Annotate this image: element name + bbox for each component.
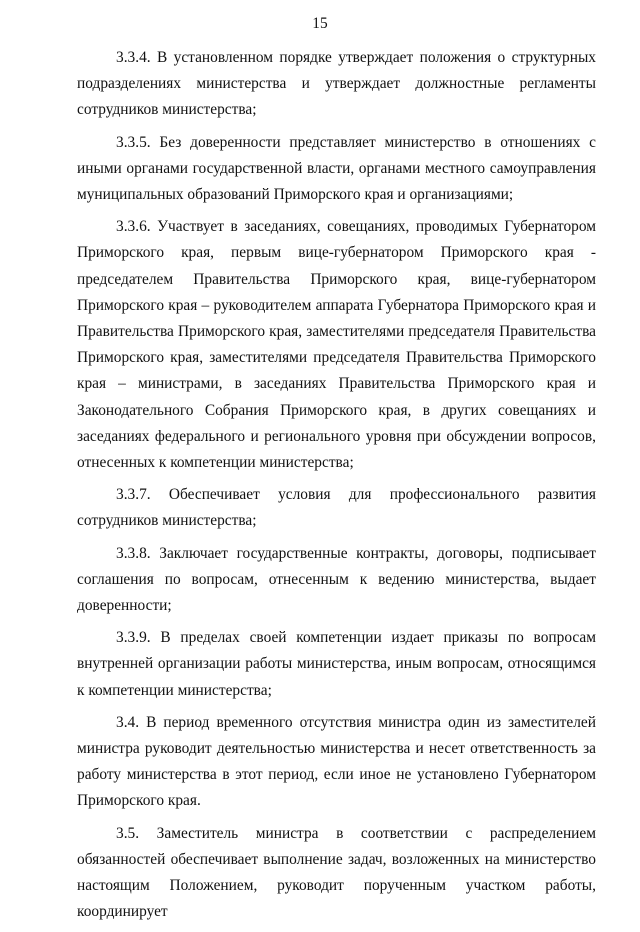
paragraph-3-3-5: 3.3.5. Без доверенности представляет министерство в отношениях с иными органами государственной власти, органами местного самоуправления муниципальных образований Приморского края и организациями; [77,133,596,204]
paragraph-3-4: 3.4. В период временного отсутствия министра один из заместителей министра руководит деятельностью министерства и несет ответственность за работу министерства в этот период, если иное не установлено Губернатором Приморского края. [77,713,596,810]
page-number: 15 [312,15,328,32]
document-body [77,45,596,932]
paragraph-3-3-6: 3.3.6. Участвует в заседаниях, совещаниях, проводимых Губернатором Приморского края, первым вице-губернатором Приморского края - председателем Правительства Приморского края, вице-губернатором Приморского края – руководителем аппарата Губернатора Приморского края и Правительства Приморского края, заместителями председателя Правительства Приморского края, заместителями председателя Правительства Приморского края – министрами, в заседаниях Правительства Приморского края и Законодательного Собрания Приморского края, в других совещаниях и заседаниях федерального и регионального уровня при обсуждении вопросов, отнесенных к компетенции министерства; [77,218,596,472]
paragraph-3-3-4: 3.3.4. В установленном порядке утверждает положения о структурных подразделениях министерства и утверждает должностные регламенты сотрудников министерства; [77,49,596,119]
paragraph-3-3-7: 3.3.7. Обеспечивает условия для профессионального развития сотрудников министерства; [77,486,596,530]
paragraph-3-3-8: 3.3.8. Заключает государственные контракты, договоры, подписывает соглашения по вопросам, отнесенным к ведению министерства, выдает доверенности; [77,544,596,615]
paragraph-3-3-9: 3.3.9. В пределах своей компетенции издает приказы по вопросам внутренней организации работы министерства, иным вопросам, относящимся к компетенции министерства; [77,629,596,699]
paragraph-3-5: 3.5. Заместитель министра в соответствии с распределением обязанностей обеспечивает выполнение задач, возложенных на министерство настоящим Положением, руководит порученным участком работы, координирует [77,824,596,921]
